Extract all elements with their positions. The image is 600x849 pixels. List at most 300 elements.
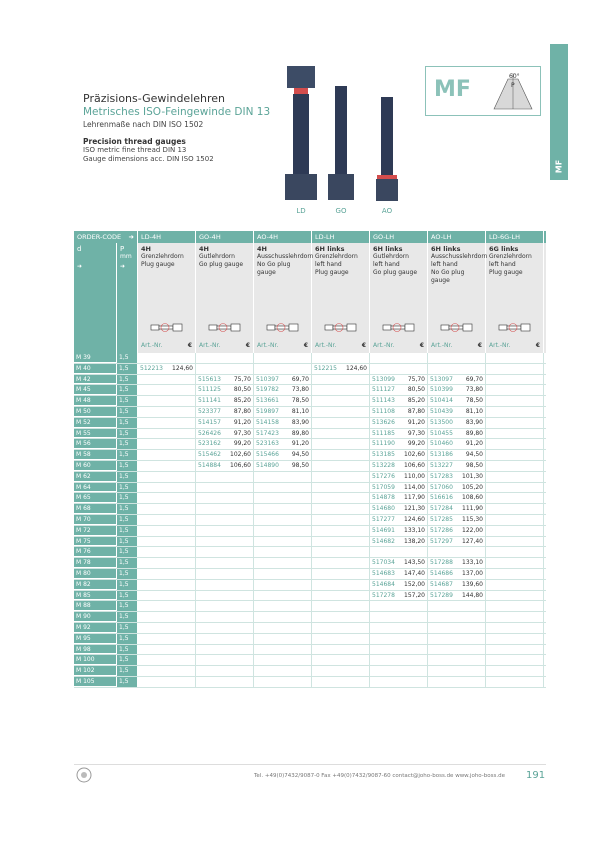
article-number: 514884 [198,461,221,469]
pitch: 1,5 [117,429,138,439]
article-number: 515462 [198,451,221,459]
table-cell [254,612,312,622]
table-cell [254,504,312,514]
thread-size: M 98 [74,645,117,655]
table-row [74,569,546,580]
price: 127,40 [462,537,483,545]
table-cell [428,483,486,493]
table-cell [138,655,196,665]
article-number: 517059 [372,483,395,491]
table-cell [138,396,196,406]
article-number: 513185 [372,451,395,459]
table-cell [254,461,312,471]
price: 139,60 [462,580,483,588]
table-cell [138,634,196,644]
table-cell [486,461,544,471]
table-cell [428,461,486,471]
price: 81,10 [291,407,309,415]
page-subtitle: Metrisches ISO-Feingewinde DIN 13 [83,106,271,118]
table-cell [428,353,486,363]
column-header: LD-LH [312,231,370,243]
english-title: Precision thread gauges [83,137,186,146]
table-cell [486,504,544,514]
article-number: 512215 [314,364,337,372]
plug-gauge-icon [370,315,428,339]
article-number: 515466 [256,451,279,459]
table-cell [312,623,370,633]
table-cell [138,677,196,687]
table-row [74,580,546,591]
price: 106,60 [404,461,425,469]
price: 75,70 [407,375,425,383]
table-cell [312,493,370,503]
thread-size: M 50 [74,407,117,417]
table-cell [196,375,254,385]
table-cell [486,591,544,601]
price: 114,00 [404,483,425,491]
table-row [74,591,546,602]
table-cell [370,493,428,503]
article-number: 519897 [256,407,279,415]
table-cell [138,429,196,439]
price: 83,90 [291,418,309,426]
price: 91,20 [291,440,309,448]
table-cell [486,483,544,493]
thread-size: M 90 [74,612,117,622]
table-cell [254,396,312,406]
pitch: 1,5 [117,439,138,449]
table-cell [254,601,312,611]
table-cell [312,461,370,471]
thread-size: M 85 [74,591,117,601]
table-cell [196,526,254,536]
table-row [74,537,546,548]
price: 69,70 [291,375,309,383]
table-cell [138,612,196,622]
table-cell [428,493,486,503]
thread-size: M 75 [74,537,117,547]
pitch: 1,5 [117,515,138,525]
article-number: 514686 [430,569,453,577]
article-number: 517060 [430,483,453,491]
table-cell [138,375,196,385]
table-cell [196,580,254,590]
pitch: 1,5 [117,677,138,687]
table-cell [254,515,312,525]
thread-size: M 40 [74,364,117,374]
table-cell [254,623,312,633]
table-cell [196,483,254,493]
table-cell [254,450,312,460]
price: 85,20 [233,397,251,405]
table-cell [428,472,486,482]
table-cell [428,677,486,687]
table-cell [138,645,196,655]
column-description: 6G links Grenzlehrdorn left hand Plug gauge [486,243,544,315]
thread-size: M 80 [74,569,117,579]
table-cell [138,558,196,568]
table-cell [312,569,370,579]
contact-info: Tel. +49(0)7432/9087-0 Fax +49(0)7432/9087-60 contact@joho-boss.de www.joho-boss.de [254,773,505,779]
thread-size: M 76 [74,547,117,557]
article-number: 514157 [198,418,221,426]
article-number: 513626 [372,418,395,426]
article-number: 513661 [256,397,279,405]
gauge-icon-row [74,315,546,339]
table-cell [254,472,312,482]
table-cell [138,450,196,460]
table-row [74,612,546,623]
pitch: 1,5 [117,558,138,568]
table-cell [428,407,486,417]
table-cell [370,472,428,482]
thread-size: M 52 [74,418,117,428]
price: 81,10 [465,407,483,415]
table-cell [138,472,196,482]
table-row [74,353,546,364]
thread-size: M 100 [74,655,117,665]
table-cell [486,677,544,687]
table-cell [312,677,370,687]
price: 73,80 [291,386,309,394]
page-number: 191 [526,770,546,781]
price: 99,20 [233,440,251,448]
article-number: 516616 [430,494,453,502]
table-row [74,601,546,612]
table-cell [486,439,544,449]
table-row [74,558,546,569]
table-cell [312,472,370,482]
article-number: 515613 [198,375,221,383]
table-cell [486,601,544,611]
d-label: d [77,245,82,253]
table-cell [486,634,544,644]
table-cell [370,526,428,536]
table-cell [254,547,312,557]
gauge-label-ao: AO [381,207,393,215]
price: 115,30 [462,515,483,523]
art-price-header: Art.-Nr. € [196,339,254,353]
price: 105,20 [462,483,483,491]
table-cell [312,634,370,644]
article-number: 511143 [372,397,395,405]
table-cell [312,666,370,676]
thread-size: M 95 [74,634,117,644]
table-cell [196,429,254,439]
art-price-header: Art.-Nr. € [254,339,312,353]
table-row [74,515,546,526]
pitch-label: P [511,82,515,89]
table-body [74,353,546,688]
table-cell [370,353,428,363]
article-number: 514691 [372,526,395,534]
article-number: 512213 [140,364,163,372]
pitch: 1,5 [117,504,138,514]
column-header: GO-LH [370,231,428,243]
table-cell [312,375,370,385]
table-cell [196,569,254,579]
plug-gauge-icon [312,315,370,339]
pitch: 1,5 [117,634,138,644]
table-cell [254,439,312,449]
thread-size: M 39 [74,353,117,363]
price: 147,40 [404,569,425,577]
table-cell [312,537,370,547]
art-price-header: Art.-Nr. € [486,339,544,353]
table-cell [254,375,312,385]
table-cell [196,493,254,503]
table-cell [196,623,254,633]
price: 98,50 [291,461,309,469]
table-cell [486,353,544,363]
table-cell [486,645,544,655]
article-number: 514683 [372,569,395,577]
price: 87,80 [407,407,425,415]
table-cell [370,655,428,665]
pitch: 1,5 [117,472,138,482]
price: 124,60 [346,364,367,372]
price: 78,50 [291,397,309,405]
table-cell [428,634,486,644]
table-cell [254,677,312,687]
table-cell [312,645,370,655]
table-cell [370,483,428,493]
table-cell [370,515,428,525]
pitch: 1,5 [117,375,138,385]
thread-size: M 72 [74,526,117,536]
plug-gauge-icon [428,315,486,339]
table-cell [196,515,254,525]
table-cell [196,645,254,655]
article-number: 514680 [372,505,395,513]
table-cell [370,569,428,579]
price: 121,30 [404,505,425,513]
table-cell [138,483,196,493]
article-number: 510399 [430,386,453,394]
price: 91,20 [233,418,251,426]
price: 110,00 [404,472,425,480]
table-cell [138,385,196,395]
art-price-header: Art.-Nr. € [370,339,428,353]
thread-size: M 88 [74,601,117,611]
table-cell [312,483,370,493]
article-number: 517286 [430,526,453,534]
table-cell [370,439,428,449]
pitch: 1,5 [117,537,138,547]
table-cell [196,461,254,471]
article-number: 513500 [430,418,453,426]
table-cell [486,558,544,568]
table-cell [486,515,544,525]
table-cell [196,655,254,665]
table-cell [312,385,370,395]
table-cell [138,407,196,417]
pitch: 1,5 [117,623,138,633]
art-price-header: Art.-Nr. € [312,339,370,353]
table-cell [138,439,196,449]
table-cell [196,634,254,644]
gauge-label-go: GO [335,207,347,215]
table-cell [370,385,428,395]
table-row [74,418,546,429]
article-number: 517034 [372,559,395,567]
table-cell [138,537,196,547]
article-number: 510455 [430,429,453,437]
mf-label: MF [434,77,471,102]
price: 89,80 [465,429,483,437]
p-label: P [120,245,125,253]
price: 98,50 [465,461,483,469]
column-header: AO-LH [428,231,486,243]
english-line-2: Gauge dimensions acc. DIN ISO 1502 [83,155,214,163]
product-table [74,231,546,688]
table-cell [254,483,312,493]
table-cell [254,418,312,428]
price: 75,70 [233,375,251,383]
pitch: 1,5 [117,612,138,622]
article-number: 514687 [430,580,453,588]
article-number: 514682 [372,537,395,545]
table-cell [254,537,312,547]
price: 101,30 [462,472,483,480]
thread-size: M 60 [74,461,117,471]
table-cell [428,439,486,449]
table-row [74,645,546,656]
table-row [74,677,546,688]
article-number: 513099 [372,375,395,383]
table-cell [486,472,544,482]
table-cell [196,558,254,568]
page-title: Präzisions-Gewindelehren [83,92,226,105]
article-number: 511108 [372,407,395,415]
table-cell [370,666,428,676]
thread-size: M 62 [74,472,117,482]
table-cell [370,396,428,406]
table-cell [486,612,544,622]
price: 133,10 [462,559,483,567]
article-number: 517278 [372,591,395,599]
column-description: 6H links Grenzlehrdorn left hand Plug gauge [312,243,370,315]
column-header: GO-4H [196,231,254,243]
pitch: 1,5 [117,396,138,406]
table-row [74,655,546,666]
table-cell [370,537,428,547]
table-cell [370,634,428,644]
table-cell [254,429,312,439]
table-cell [254,364,312,374]
table-row [74,504,546,515]
table-cell [196,504,254,514]
table-cell [196,537,254,547]
table-cell [428,385,486,395]
thread-size: M 102 [74,666,117,676]
article-number: 517283 [430,472,453,480]
table-cell [254,591,312,601]
table-cell [486,385,544,395]
table-cell [428,655,486,665]
table-cell [196,547,254,557]
table-cell [196,601,254,611]
table-cell [486,450,544,460]
table-cell [370,461,428,471]
thread-size: M 58 [74,450,117,460]
article-number: 510397 [256,375,279,383]
table-cell [138,580,196,590]
article-number: 513186 [430,451,453,459]
article-number: 510414 [430,397,453,405]
pitch: 1,5 [117,655,138,665]
table-cell [370,547,428,557]
article-number: 510460 [430,440,453,448]
table-cell [428,623,486,633]
table-row [74,634,546,645]
table-cell [428,526,486,536]
article-number: 526426 [198,429,221,437]
table-cell [196,439,254,449]
table-cell [486,429,544,439]
thread-size: M 68 [74,504,117,514]
table-cell [254,645,312,655]
article-number: 511190 [372,440,395,448]
table-cell [138,461,196,471]
pitch: 1,5 [117,666,138,676]
table-cell [196,353,254,363]
thread-size: M 45 [74,385,117,395]
table-cell [312,515,370,525]
pitch: 1,5 [117,493,138,503]
price: 99,20 [407,440,425,448]
table-cell [254,580,312,590]
thread-size: M 42 [74,375,117,385]
table-cell [138,601,196,611]
price: 73,80 [465,386,483,394]
table-row [74,385,546,396]
column-header: LD-6G-LH [486,231,544,243]
article-number: 513228 [372,461,395,469]
table-cell [428,558,486,568]
article-number: 511185 [372,429,395,437]
article-number: 514890 [256,461,279,469]
table-cell [196,677,254,687]
price: 97,30 [233,429,251,437]
table-cell [428,569,486,579]
article-number: 517284 [430,505,453,513]
article-number: 511127 [372,386,395,394]
article-number: 517288 [430,559,453,567]
side-tab-label: MF [554,159,564,174]
pitch: 1,5 [117,364,138,374]
price: 69,70 [465,375,483,383]
article-number: 517276 [372,472,395,480]
pitch: 1,5 [117,526,138,536]
price: 102,60 [230,451,251,459]
pitch: 1,5 [117,407,138,417]
article-number: 510439 [430,407,453,415]
table-cell [428,418,486,428]
column-description: 4H Gutlehrdorn Go plug gauge [196,243,254,315]
table-cell [370,580,428,590]
table-row [74,461,546,472]
pitch: 1,5 [117,418,138,428]
table-cell [312,418,370,428]
article-number: 514878 [372,494,395,502]
thread-size: M 65 [74,493,117,503]
company-logo-icon [76,767,92,783]
table-row [74,483,546,494]
table-cell [138,515,196,525]
table-cell [138,623,196,633]
table-cell [428,537,486,547]
